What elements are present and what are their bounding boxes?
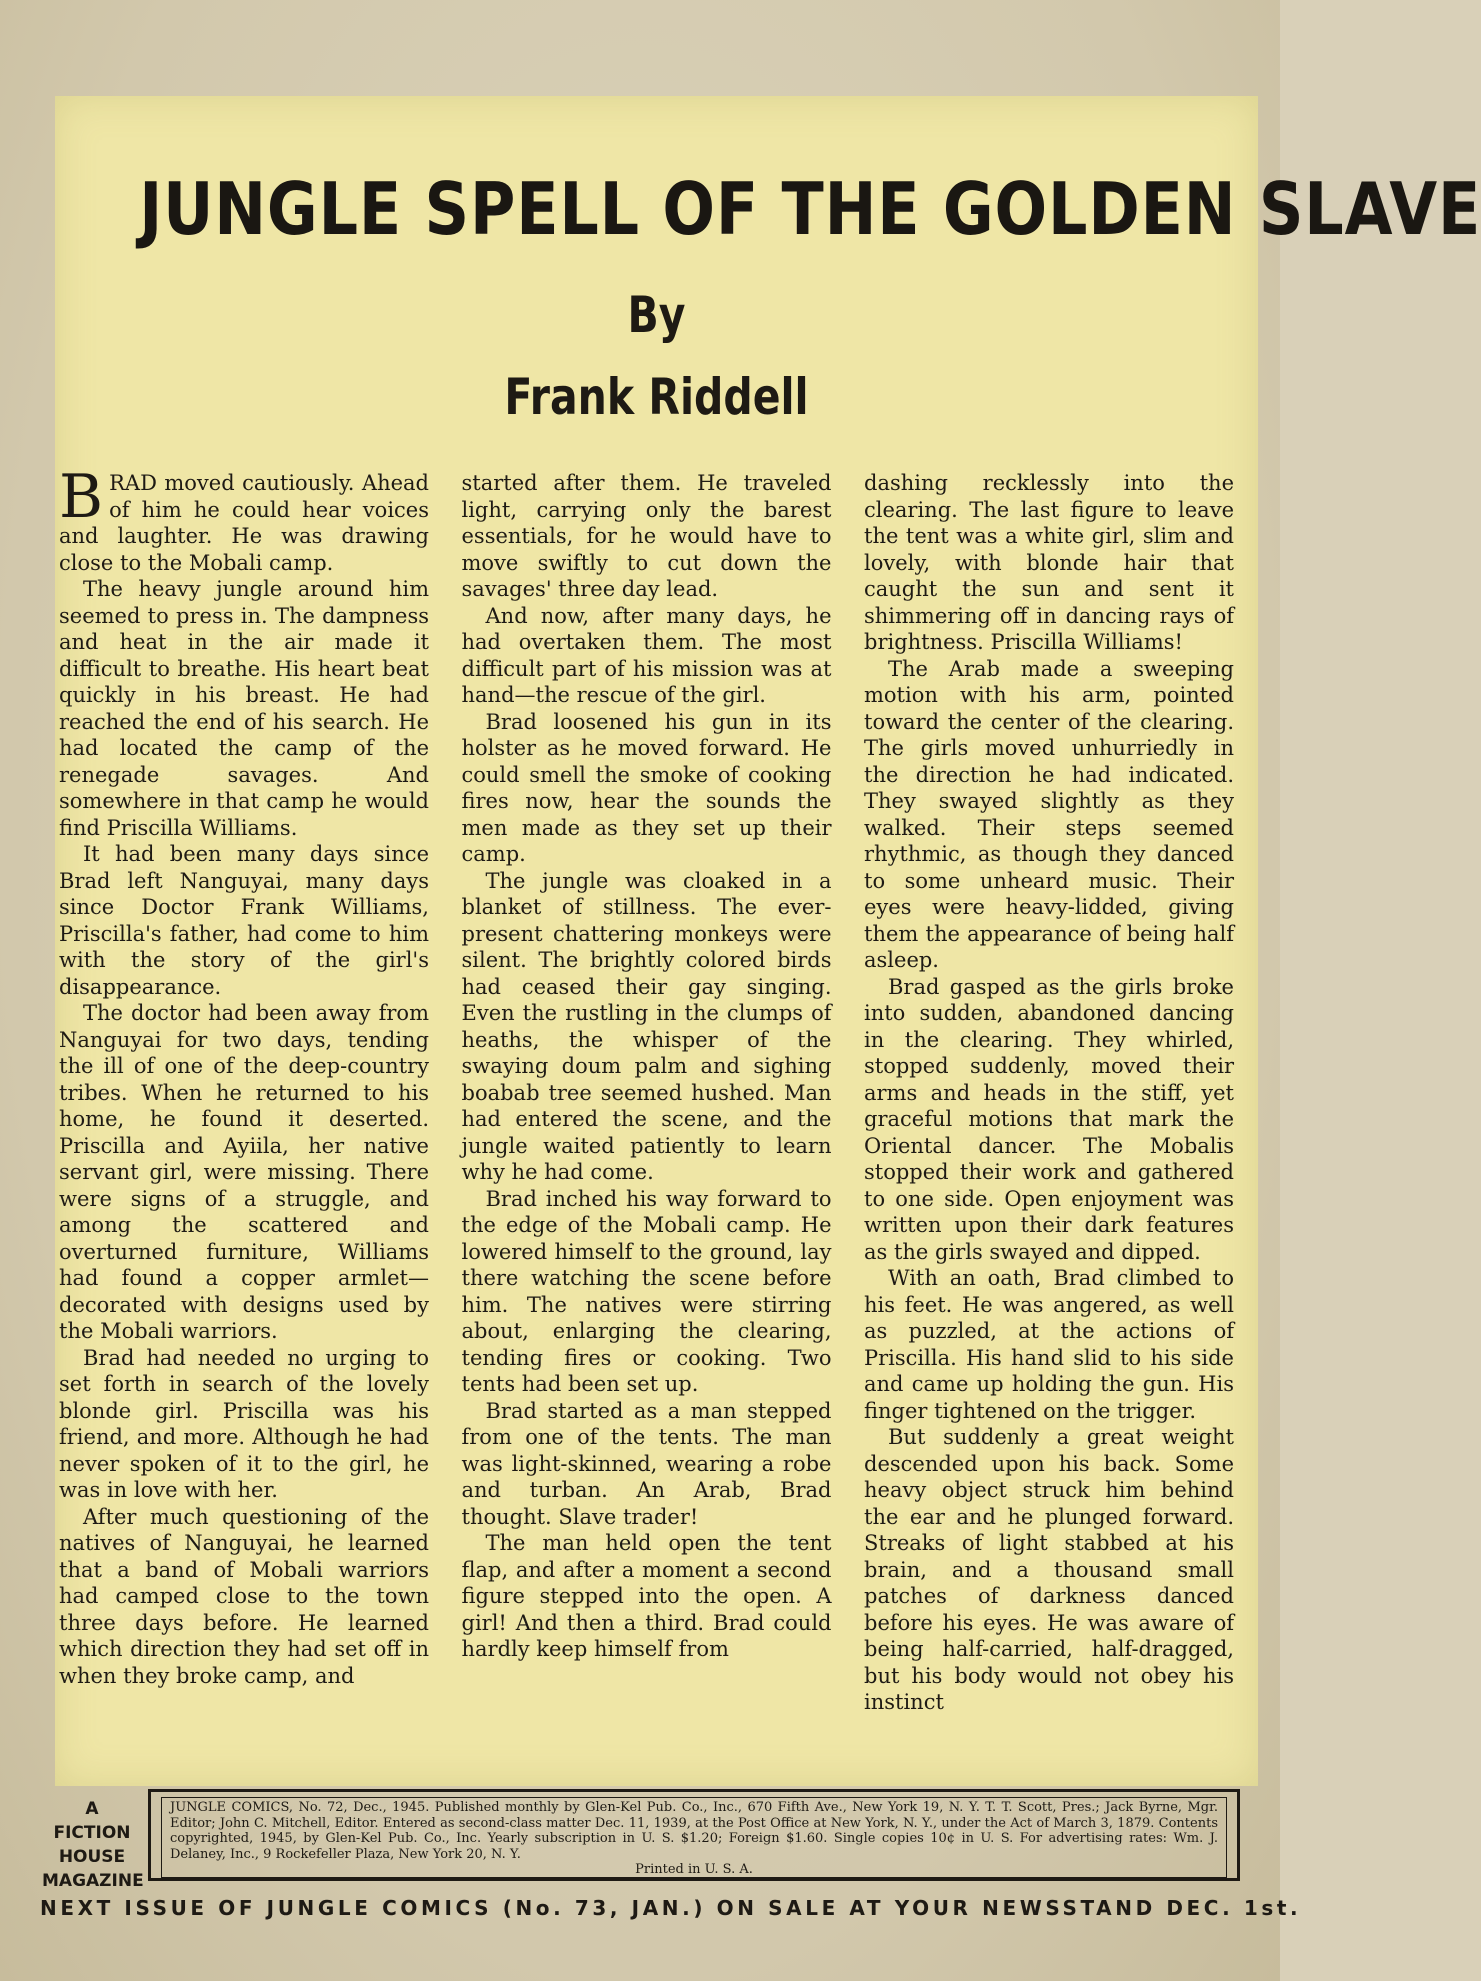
paragraph: Brad inched his way forward to the edge of the Mobali camp. He lowered himself to the ground, lay there watching the scene before him. The natives were stirring about, enlarging the clearing, tending fires or cooking. Two tents had been set up. (461, 1186, 832, 1396)
byline-author: Frank Riddell (504, 368, 809, 426)
drop-cap: B (59, 462, 104, 532)
publisher-mark-line: A (85, 1799, 99, 1819)
paragraph: Brad started as a man stepped from one of the tents. The man was light-skinned, wearing a robe and turban. An Arab, Brad thought. Slave trader! (461, 1398, 832, 1529)
paragraph: The man held open the tent flap, and after a moment a second figure stepped into the open. A girl! And then a third. Brad could hardly keep himself from (461, 1531, 832, 1661)
paragraph: The jungle was cloaked in a blanket of stillness. The ever-present chattering monkeys were silent. The brightly colored birds had ceased their gay singing. Even the rustling in the clumps of heaths, the whisper of the swaying doum palm and sighing boabab tree seemed hushed. Man had entered the scene, and the jungle waited patiently to learn why he had come. (461, 868, 832, 1184)
paragraph: The heavy jungle around him seemed to press in. The dampness and heat in the air made it difficult to breathe. His heart beat quickly in his breast. He had reached the end of his search. He had located the camp of the renegade savages. And somewhere in that camp he would find Priscilla Williams. (59, 577, 429, 840)
paragraph: The doctor had been away from Nanguyai for two days, tending the ill of one of the deep-country tribes. When he returned to his home, he found it deserted. Priscilla and Ayiila, her native servant girl, were missing. There were signs of a struggle, and among the scattered and overturned furniture, Williams had found a copper armlet—decorated with designs used by the Mobali warriors. (59, 1001, 429, 1343)
column-1 (59, 462, 429, 1700)
indicia-text: JUNGLE COMICS, No. 72, Dec., 1945. Published monthly by Glen-Kel Pub. Co., Inc., 670 Fifth Ave., New York 19, N. Y. T. T. Scott, Pres.; Jack Byrne, Mgr. Editor; John C. Mitchell, Editor. Entered as second-class matter Dec. 11, 1939, at the Post Office at New York, N. Y., under the Act of March 3, 1879. Contents copyrighted, 1945, by Glen-Kel Pub. Co., Inc. Yearly subscription in U. S. $1.20; Foreign $1.60. Single copies 10¢ in U. S. For advertising rates: Wm. J. Delaney, Inc., 9 Rockefeller Plaza, New York 20, N. Y. (170, 1800, 1218, 1862)
paragraph: Brad loosened his gun in its holster as he moved forward. He could smell the smoke of cooking fires now, hear the sounds the men made as they set up their camp. (461, 709, 832, 866)
publisher-mark (42, 1797, 142, 1893)
indicia-printed: Printed in U. S. A. (635, 1862, 753, 1877)
paragraph: Brad gasped as the girls broke into sudden, abandoned dancing in the clearing. They whirled, stopped suddenly, moved their arms and heads in the stiff, yet graceful motions that mark the Oriental dancer. The Mobalis stopped their work and gathered to one side. Open enjoyment was written upon their dark features as the girls swayed and dipped. (864, 974, 1234, 1264)
story-columns (59, 462, 1234, 1714)
paragraph: started after them. He traveled light, carrying only the barest essentials, for he would have to move swiftly to cut down the savages' three day lead. (461, 471, 832, 601)
paragraph: After much questioning of the natives of Nanguyai, he learned that a band of Mobali warriors had camped close to the town three days before. He learned which direction they had set off in when they broke camp, and (59, 1504, 429, 1688)
paragraph: dashing recklessly into the clearing. The last figure to leave the tent was a white girl, slim and lovely, with blonde hair that caught the sun and sent it shimmering off in dancing rays of brightness. Priscilla Williams! (864, 471, 1234, 654)
paragraph: BRAD moved cautiously. Ahead of him he could hear voices and laughter. He was drawing close to the Mobali camp. (59, 462, 429, 575)
paragraph: Brad had needed no urging to set forth in search of the lovely blonde girl. Priscilla was his friend, and more. Although he had never spoken of it to the girl, he was in love with her. (59, 1345, 429, 1502)
publisher-mark-line: MAGAZINE (42, 1871, 144, 1891)
paragraph: But suddenly a great weight descended upon his back. Some heavy object struck him behind the ear and he plunged forward. Streaks of light stabbed at his brain, and a thousand small patches of darkness danced before his eyes. He was aware of being half-carried, half-dragged, but his body would not obey his instinct (864, 1425, 1234, 1714)
paragraph: It had been many days since Brad left Nanguyai, many days since Doctor Frank Williams, Priscilla's father, had come to him with the story of the girl's disappearance. (59, 842, 429, 999)
publisher-mark-line: HOUSE (58, 1847, 126, 1867)
publisher-mark-line: FICTION (53, 1823, 131, 1843)
story-title: JUNGLE SPELL OF THE GOLDEN SLAVE (139, 167, 1481, 251)
indicia-box (148, 1789, 1240, 1881)
next-issue-banner: NEXT ISSUE OF JUNGLE COMICS (No. 73, JAN.) ON SALE AT YOUR NEWSSTAND DEC. 1st. (40, 1896, 1302, 1920)
byline-by: By (627, 286, 686, 344)
column-3 (864, 470, 1234, 1714)
paragraph: With an oath, Brad climbed to his feet. He was angered, as well as puzzled, at the actions of Priscilla. His hand slid to his side and came up holding the gun. His finger tightened on the trigger. (864, 1266, 1234, 1423)
paragraph: And now, after many days, he had overtaken them. The most difficult part of his mission was at hand—the rescue of the girl. (461, 603, 832, 707)
paragraph: The Arab made a sweeping motion with his arm, pointed toward the center of the clearing. The girls moved unhurriedly in the direction he had indicated. They swayed slightly as they walked. Their steps seemed rhythmic, as though they danced to some unheard music. Their eyes were heavy-lidded, giving them the appearance of being half asleep. (864, 656, 1234, 972)
column-2 (462, 470, 832, 1700)
indicia-inner (161, 1797, 1227, 1878)
